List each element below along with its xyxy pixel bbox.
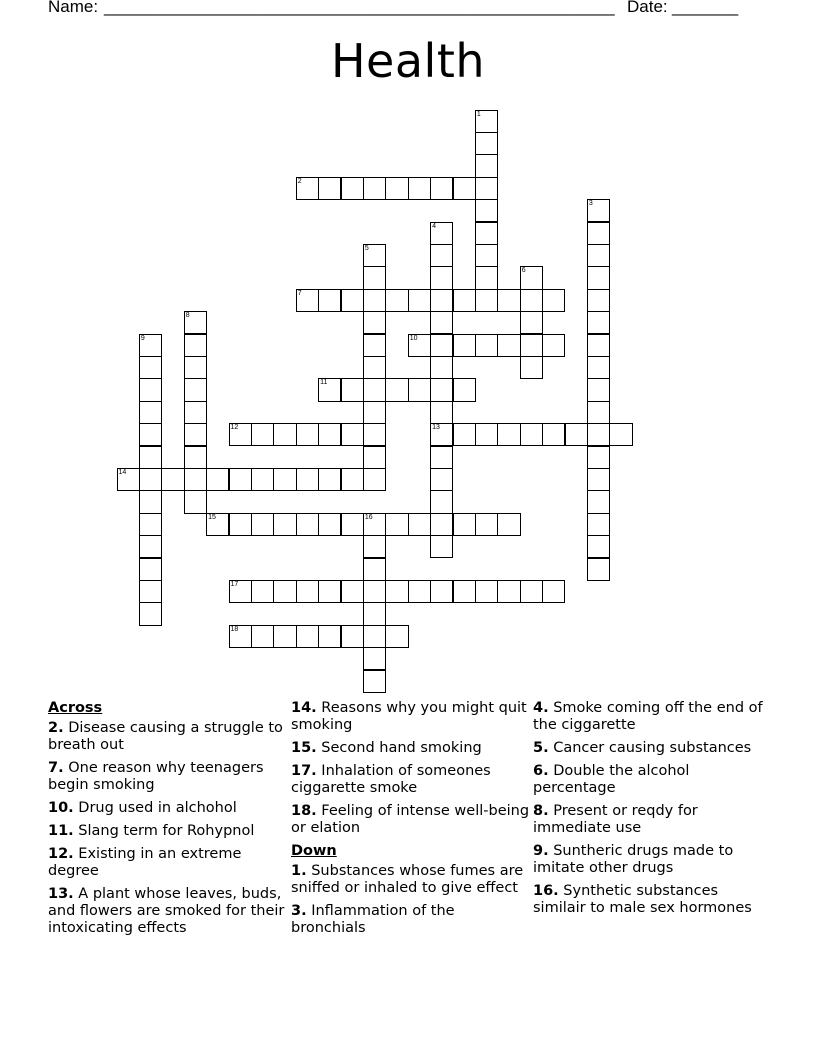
crossword-cell[interactable] [161, 468, 184, 491]
clue-number: 6. [533, 763, 549, 779]
cell-number: 11 [320, 379, 328, 387]
crossword-cell[interactable] [430, 378, 453, 401]
clue-text: Second hand smoking [321, 740, 482, 756]
clue-number: 10. [48, 800, 74, 816]
clue-text: Existing in an extreme degree [48, 846, 242, 879]
crossword-cell[interactable] [363, 401, 386, 424]
clue-text: Drug used in alchohol [78, 800, 237, 816]
crossword-cell[interactable] [184, 490, 207, 513]
cell-number: 4 [432, 222, 436, 230]
crossword-cell[interactable] [229, 580, 252, 603]
clue-text: Present or reqdy for immediate use [533, 803, 698, 836]
crossword-cell[interactable] [430, 311, 453, 334]
crossword-cell[interactable] [318, 423, 341, 446]
crossword-cell[interactable] [363, 356, 386, 379]
crossword-cell[interactable] [475, 289, 498, 312]
crossword-cell[interactable] [542, 334, 565, 357]
crossword-cell[interactable] [318, 177, 341, 200]
clue-number: 3. [291, 903, 307, 919]
crossword-cell[interactable] [587, 378, 610, 401]
clue-number: 5. [533, 740, 549, 756]
crossword-cell[interactable] [453, 177, 476, 200]
cell-number: 12 [230, 424, 239, 432]
clue-text: Substances whose fumes are sniffed or inhaled to give effect [291, 863, 524, 896]
crossword-cell[interactable] [497, 289, 520, 312]
crossword-cell[interactable] [542, 289, 565, 312]
crossword-cell[interactable] [497, 513, 520, 536]
crossword-cell[interactable] [296, 580, 319, 603]
crossword-cell[interactable] [341, 625, 364, 648]
crossword-cell[interactable] [475, 334, 498, 357]
crossword-cell[interactable] [363, 334, 386, 357]
cell-number: 16 [364, 513, 373, 521]
crossword-cell[interactable] [296, 289, 319, 312]
crossword-cell[interactable] [363, 468, 386, 491]
clue-number: 17. [291, 763, 317, 779]
crossword-cell[interactable] [251, 625, 274, 648]
crossword-cell[interactable] [229, 468, 252, 491]
clue-down-9 [533, 843, 773, 877]
crossword-cell[interactable] [520, 356, 543, 379]
crossword-cell[interactable] [430, 423, 453, 446]
crossword-cell[interactable] [341, 468, 364, 491]
crossword-cell[interactable] [587, 513, 610, 536]
crossword-cell[interactable] [475, 266, 498, 289]
crossword-cell[interactable] [139, 356, 162, 379]
crossword-cell[interactable] [430, 244, 453, 267]
crossword-cell[interactable] [430, 535, 453, 558]
crossword-cell[interactable] [475, 513, 498, 536]
crossword-cell[interactable] [430, 289, 453, 312]
cell-number: 15 [208, 513, 216, 521]
crossword-cell[interactable] [296, 468, 319, 491]
crossword-cell[interactable] [609, 423, 632, 446]
crossword-cell[interactable] [587, 289, 610, 312]
crossword-cell[interactable] [430, 266, 453, 289]
clue-text: Cancer causing substances [553, 740, 752, 756]
clue-down-4 [533, 700, 773, 734]
cell-number: 18 [230, 625, 239, 633]
crossword-cell[interactable] [542, 423, 565, 446]
crossword-cell[interactable] [117, 468, 140, 491]
crossword-cell[interactable] [206, 513, 229, 536]
crossword-cell[interactable] [385, 177, 408, 200]
crossword-cell[interactable] [475, 110, 498, 133]
clue-across-17 [291, 763, 531, 797]
crossword-cell[interactable] [341, 513, 364, 536]
crossword-cell[interactable] [184, 378, 207, 401]
cell-number: 14 [118, 468, 127, 476]
clue-down-8 [533, 803, 773, 837]
crossword-cell[interactable] [318, 378, 341, 401]
crossword-cell[interactable] [430, 177, 453, 200]
crossword-cell[interactable] [520, 580, 543, 603]
date-field[interactable]: _______ [672, 0, 739, 16]
crossword-cell[interactable] [139, 602, 162, 625]
crossword-cell[interactable] [475, 154, 498, 177]
crossword-cell[interactable] [341, 177, 364, 200]
crossword-cell[interactable] [139, 468, 162, 491]
crossword-cell[interactable] [475, 199, 498, 222]
crossword-cell[interactable] [587, 311, 610, 334]
clue-text: A plant whose leaves, buds, and flowers are smoked for their intoxicating effects [48, 886, 285, 936]
crossword-cell[interactable] [520, 334, 543, 357]
crossword-cell[interactable] [520, 311, 543, 334]
crossword-cell[interactable] [139, 580, 162, 603]
crossword-cell[interactable] [273, 513, 296, 536]
crossword-cell[interactable] [430, 580, 453, 603]
crossword-cell[interactable] [363, 558, 386, 581]
crossword-cell[interactable] [385, 580, 408, 603]
crossword-cell[interactable] [318, 513, 341, 536]
crossword-cell[interactable] [363, 446, 386, 469]
clues-column-3 [533, 700, 773, 923]
crossword-cell[interactable] [273, 468, 296, 491]
cell-number: 5 [364, 244, 369, 252]
crossword-cell[interactable] [341, 580, 364, 603]
crossword-cell[interactable] [184, 423, 207, 446]
cell-number: 8 [185, 312, 190, 320]
crossword-cell[interactable] [318, 468, 341, 491]
crossword-cell[interactable] [587, 446, 610, 469]
cell-number: 6 [521, 267, 526, 275]
crossword-cell[interactable] [184, 468, 207, 491]
crossword-cell[interactable] [430, 490, 453, 513]
crossword-cell[interactable] [273, 423, 296, 446]
clue-number: 9. [533, 843, 549, 859]
crossword-cell[interactable] [587, 356, 610, 379]
clue-text: Inflammation of the bronchials [291, 903, 455, 936]
crossword-cell[interactable] [475, 132, 498, 155]
clue-number: 14. [291, 700, 317, 716]
clues-column-2 [291, 700, 531, 943]
crossword-cell[interactable] [139, 378, 162, 401]
crossword-cell[interactable] [184, 334, 207, 357]
clue-text: One reason why teenagers begin smoking [48, 760, 264, 793]
crossword-cell[interactable] [251, 513, 274, 536]
crossword-cell[interactable] [542, 580, 565, 603]
crossword-cell[interactable] [139, 535, 162, 558]
clue-number: 8. [533, 803, 549, 819]
clue-text: Slang term for Rohypnol [78, 823, 255, 839]
crossword-cell[interactable] [453, 423, 476, 446]
crossword-cell[interactable] [385, 625, 408, 648]
crossword-cell[interactable] [408, 177, 431, 200]
crossword-cell[interactable] [296, 625, 319, 648]
crossword-cell[interactable] [587, 244, 610, 267]
crossword-cell[interactable] [251, 423, 274, 446]
crossword-cell[interactable] [363, 289, 386, 312]
crossword-cell[interactable] [363, 670, 386, 693]
crossword-cell[interactable] [363, 423, 386, 446]
crossword-cell[interactable] [363, 625, 386, 648]
crossword-cell[interactable] [408, 289, 431, 312]
clue-text: Reasons why you might quit smoking [291, 700, 527, 733]
cell-number: 2 [297, 177, 302, 185]
crossword-cell[interactable] [475, 580, 498, 603]
clue-text: Synthetic substances similair to male sex hormones [533, 883, 752, 916]
clue-down-5 [533, 740, 773, 757]
crossword-cell[interactable] [139, 490, 162, 513]
crossword-cell[interactable] [184, 401, 207, 424]
clue-text: Inhalation of someones ciggarette smoke [291, 763, 491, 796]
crossword-cell[interactable] [229, 513, 252, 536]
page-title: Health [330, 34, 486, 88]
clue-across-2 [48, 720, 288, 754]
cell-number: 17 [230, 580, 239, 588]
crossword-cell[interactable] [497, 423, 520, 446]
crossword-cell[interactable] [430, 446, 453, 469]
crossword-cell[interactable] [587, 401, 610, 424]
crossword-cell[interactable] [273, 580, 296, 603]
down-heading: Down [291, 843, 337, 859]
date-label: Date: [627, 0, 668, 16]
clue-number: 11. [48, 823, 74, 839]
clue-text: Double the alcohol percentage [533, 763, 690, 796]
crossword-cell[interactable] [296, 423, 319, 446]
crossword-cell[interactable] [587, 558, 610, 581]
clue-down-16 [533, 883, 773, 917]
crossword-cell[interactable] [430, 468, 453, 491]
crossword-cell[interactable] [363, 580, 386, 603]
clue-across-14 [291, 700, 531, 734]
crossword-cell[interactable] [363, 177, 386, 200]
crossword-cell[interactable] [206, 468, 229, 491]
clue-across-13 [48, 886, 288, 937]
crossword-cell[interactable] [139, 446, 162, 469]
name-field[interactable]: ______________________________________________________ [104, 0, 615, 16]
crossword-cell[interactable] [139, 513, 162, 536]
clue-down-1 [291, 863, 531, 897]
crossword-cell[interactable] [520, 289, 543, 312]
clue-across-18 [291, 803, 531, 837]
clue-number: 12. [48, 846, 74, 862]
crossword-cell[interactable] [453, 289, 476, 312]
crossword-cell[interactable] [296, 513, 319, 536]
crossword-cell[interactable] [184, 356, 207, 379]
clue-text: Suntheric drugs made to imitate other drugs [533, 843, 734, 876]
clues-column-1 [48, 700, 288, 943]
crossword-cell[interactable] [408, 513, 431, 536]
crossword-cell[interactable] [363, 602, 386, 625]
clue-number: 18. [291, 803, 317, 819]
crossword-cell[interactable] [251, 580, 274, 603]
clue-number: 16. [533, 883, 559, 899]
name-label: Name: [48, 0, 99, 16]
crossword-cell[interactable] [587, 334, 610, 357]
crossword-cell[interactable] [587, 490, 610, 513]
cell-number: 3 [588, 200, 593, 208]
across-heading: Across [48, 700, 103, 716]
crossword-cell[interactable] [273, 625, 296, 648]
crossword-cell[interactable] [587, 468, 610, 491]
clue-across-7 [48, 760, 288, 794]
crossword-cell[interactable] [139, 423, 162, 446]
clue-number: 2. [48, 720, 64, 736]
crossword-cell[interactable] [587, 199, 610, 222]
clue-number: 15. [291, 740, 317, 756]
crossword-cell[interactable] [229, 625, 252, 648]
crossword-cell[interactable] [363, 311, 386, 334]
clue-number: 1. [291, 863, 307, 879]
crossword-cell[interactable] [408, 378, 431, 401]
cell-number: 13 [432, 424, 440, 432]
crossword-cell[interactable] [318, 289, 341, 312]
clue-text: Smoke coming off the end of the ciggarette [533, 700, 763, 733]
crossword-cell[interactable] [139, 334, 162, 357]
crossword-cell[interactable] [363, 513, 386, 536]
crossword-cell[interactable] [296, 177, 319, 200]
crossword-cell[interactable] [453, 513, 476, 536]
crossword-cell[interactable] [385, 289, 408, 312]
crossword-cell[interactable] [520, 266, 543, 289]
crossword-cell[interactable] [385, 378, 408, 401]
crossword-cell[interactable] [184, 446, 207, 469]
crossword-cell[interactable] [453, 334, 476, 357]
clue-number: 7. [48, 760, 64, 776]
crossword-cell[interactable] [139, 401, 162, 424]
crossword-cell[interactable] [385, 513, 408, 536]
crossword-cell[interactable] [341, 423, 364, 446]
crossword-cell[interactable] [341, 378, 364, 401]
crossword-cell[interactable] [475, 423, 498, 446]
crossword-cell[interactable] [497, 580, 520, 603]
clue-down-3 [291, 903, 531, 937]
crossword-cell[interactable] [363, 378, 386, 401]
crossword-cell[interactable] [475, 244, 498, 267]
clue-text: Feeling of intense well-being or elation [291, 803, 530, 836]
crossword-cell[interactable] [363, 535, 386, 558]
crossword-cell[interactable] [430, 334, 453, 357]
clue-text: Disease causing a struggle to breath out [48, 720, 283, 753]
crossword-cell[interactable] [453, 378, 476, 401]
cell-number: 10 [409, 334, 418, 342]
crossword-cell[interactable] [229, 423, 252, 446]
crossword-cell[interactable] [251, 468, 274, 491]
crossword-cell[interactable] [520, 423, 543, 446]
clue-number: 4. [533, 700, 549, 716]
crossword-cell[interactable] [408, 580, 431, 603]
crossword-cell[interactable] [587, 535, 610, 558]
crossword-cell[interactable] [430, 401, 453, 424]
crossword-cell[interactable] [139, 558, 162, 581]
clue-across-15 [291, 740, 531, 757]
crossword-cell[interactable] [318, 580, 341, 603]
cell-number: 1 [476, 110, 481, 118]
crossword-cell[interactable] [587, 266, 610, 289]
crossword-cell[interactable] [565, 423, 588, 446]
clue-across-10 [48, 800, 288, 817]
crossword-cell[interactable] [363, 647, 386, 670]
clue-down-6 [533, 763, 773, 797]
crossword-cell[interactable] [587, 423, 610, 446]
crossword-cell[interactable] [475, 222, 498, 245]
crossword-cell[interactable] [497, 334, 520, 357]
crossword-cell[interactable] [408, 334, 431, 357]
clue-number: 13. [48, 886, 74, 902]
crossword-cell[interactable] [453, 580, 476, 603]
clue-across-12 [48, 846, 288, 880]
crossword-cell[interactable] [184, 311, 207, 334]
crossword-cell[interactable] [363, 266, 386, 289]
clue-across-11 [48, 823, 288, 840]
crossword-cell[interactable] [475, 177, 498, 200]
crossword-cell[interactable] [587, 222, 610, 245]
crossword-cell[interactable] [430, 513, 453, 536]
cell-number: 7 [297, 289, 302, 297]
crossword-cell[interactable] [430, 356, 453, 379]
crossword-cell[interactable] [430, 222, 453, 245]
cell-number: 9 [140, 334, 145, 342]
crossword-cell[interactable] [363, 244, 386, 267]
crossword-cell[interactable] [318, 625, 341, 648]
crossword-cell[interactable] [341, 289, 364, 312]
